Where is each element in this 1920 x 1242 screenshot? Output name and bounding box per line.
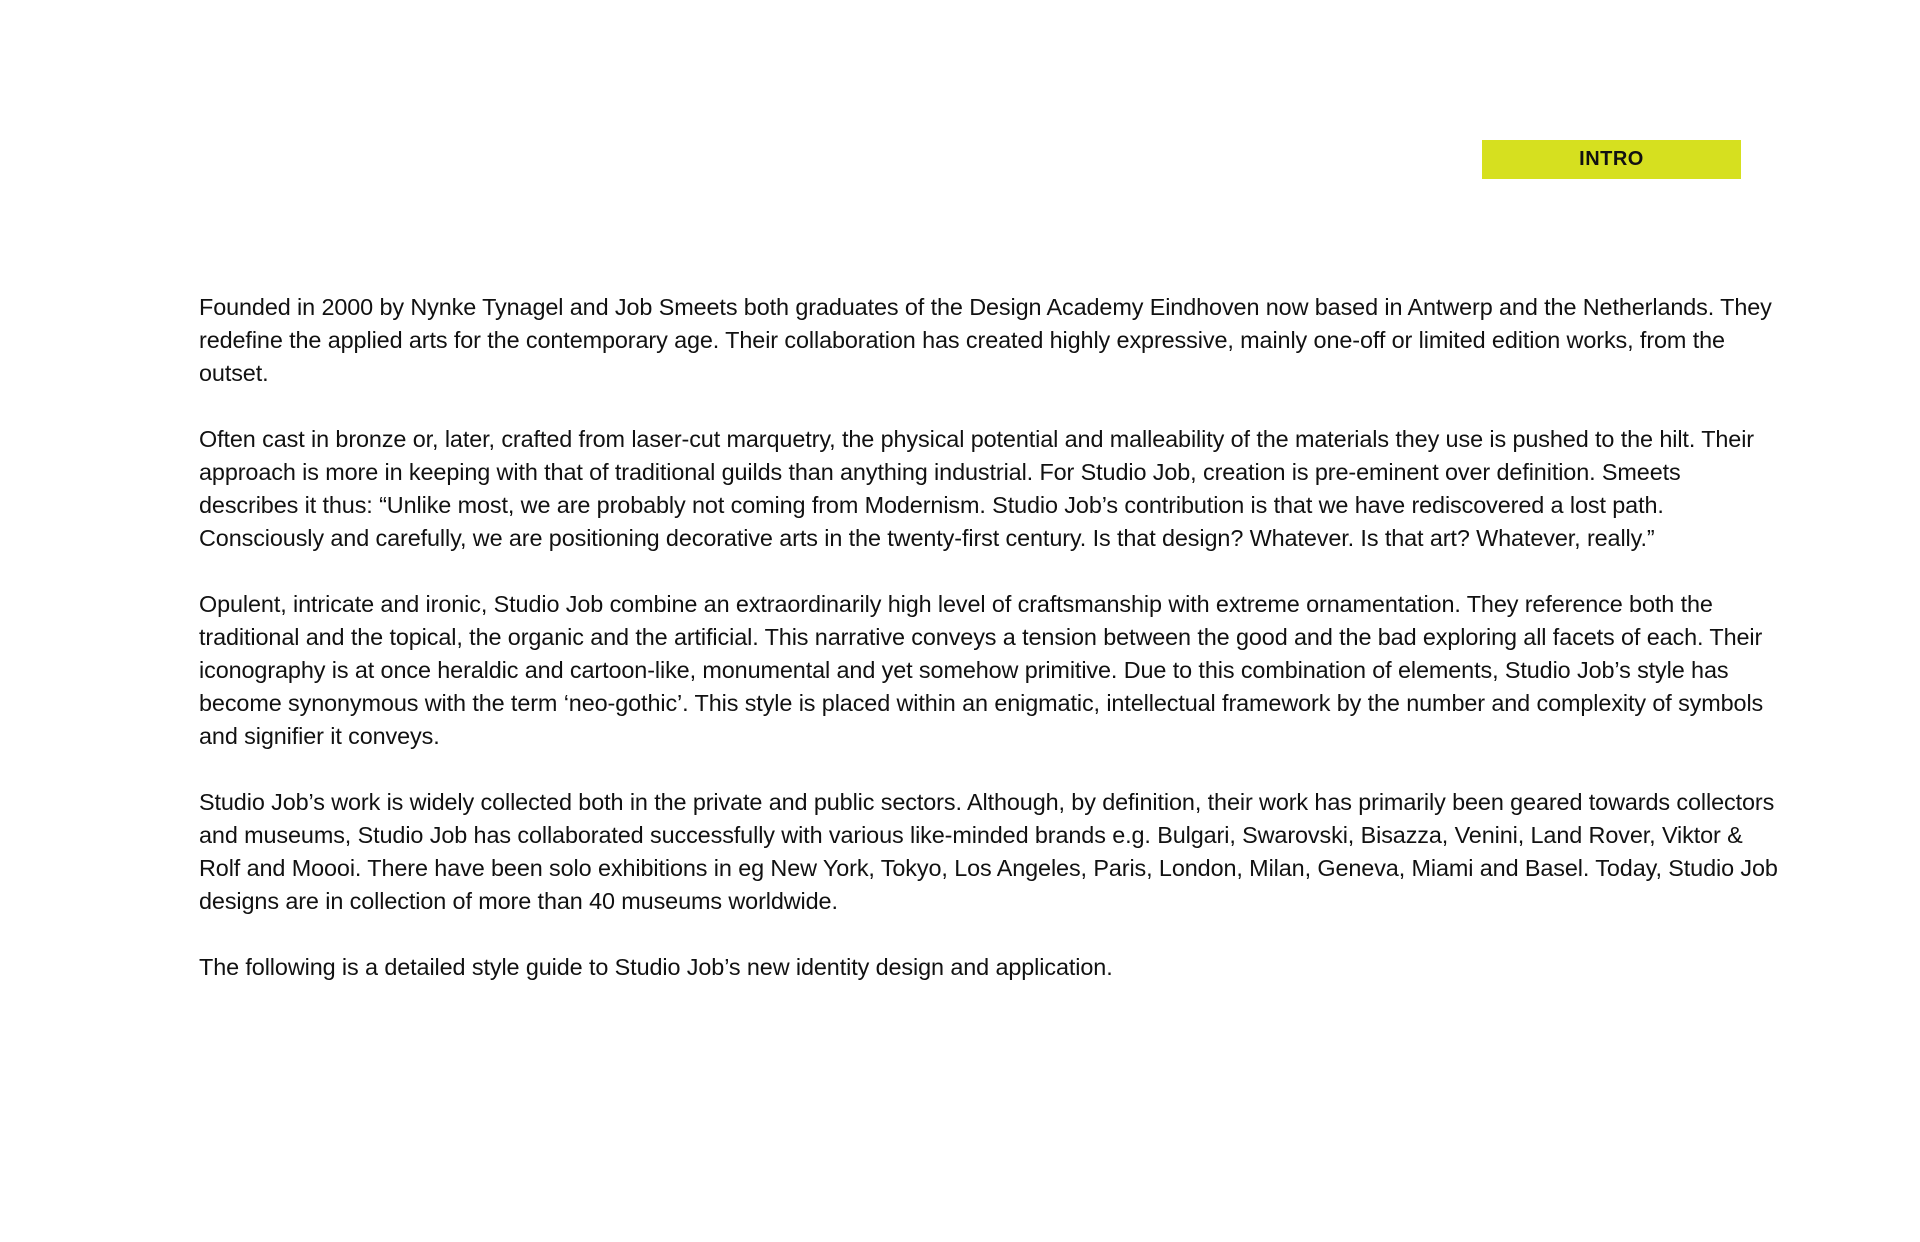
section-tag-intro: INTRO xyxy=(1482,140,1741,179)
paragraph-materials: Often cast in bronze or, later, crafted from laser-cut marquetry, the physical potential and malleability of the materials they use is pushed to the hilt. Their approach is more in keeping with that of traditional guilds than anything industrial. For Studio Job, creation is pre-eminent over definition. Smeets describes it thus: “Unlike most, we are probably not coming from Modernism. Studio Job’s contribution is that we have rediscovered a lost path. Consciously and carefully, we are positioning decorative arts in the twenty-first century. Is that design? Whatever. Is that art? Whatever, really.” xyxy=(199,426,1754,551)
paragraph-style: Opulent, intricate and ironic, Studio Job combine an extraordinarily high level of craftsmanship with extreme ornamentation. They reference both the traditional and the topical, the organic and the artificial. This narrative conveys a tension between the good and the bad exploring all facets of each. Their iconography is at once heraldic and cartoon-like, monumental and yet somehow primitive. Due to this combination of elements, Studio Job’s style has become synonymous with the term ‘neo-gothic’. This style is placed within an enigmatic, intellectual framework by the number and complexity of symbols and signifier it conveys. xyxy=(199,591,1764,749)
paragraph-guide-note: The following is a detailed style guide to Studio Job’s new identity design and application. xyxy=(199,954,1113,980)
paragraph-collections: Studio Job’s work is widely collected both in the private and public sectors. Although, by definition, their work has primarily been geared towards collectors and museums, Studio Job has collaborated successfully with various like-minded brands e.g. Bulgari, Swarovski, Bisazza, Venini, Land Rover, Viktor & Rolf and Moooi. There have been solo exhibitions in eg New York, Tokyo, Los Angeles, Paris, London, Milan, Geneva, Miami and Basel. Today, Studio Job designs are in collection of more than 40 museums worldwide. xyxy=(199,789,1778,914)
paragraph-founding: Founded in 2000 by Nynke Tynagel and Job Smeets both graduates of the Design Academy Eindhoven now based in Antwerp and the Netherlands. They redefine the applied arts for the contemporary age. Their collaboration has created highly expressive, mainly one-off or limited edition works, from the outset. xyxy=(199,294,1772,386)
intro-text-body xyxy=(199,291,1779,1017)
